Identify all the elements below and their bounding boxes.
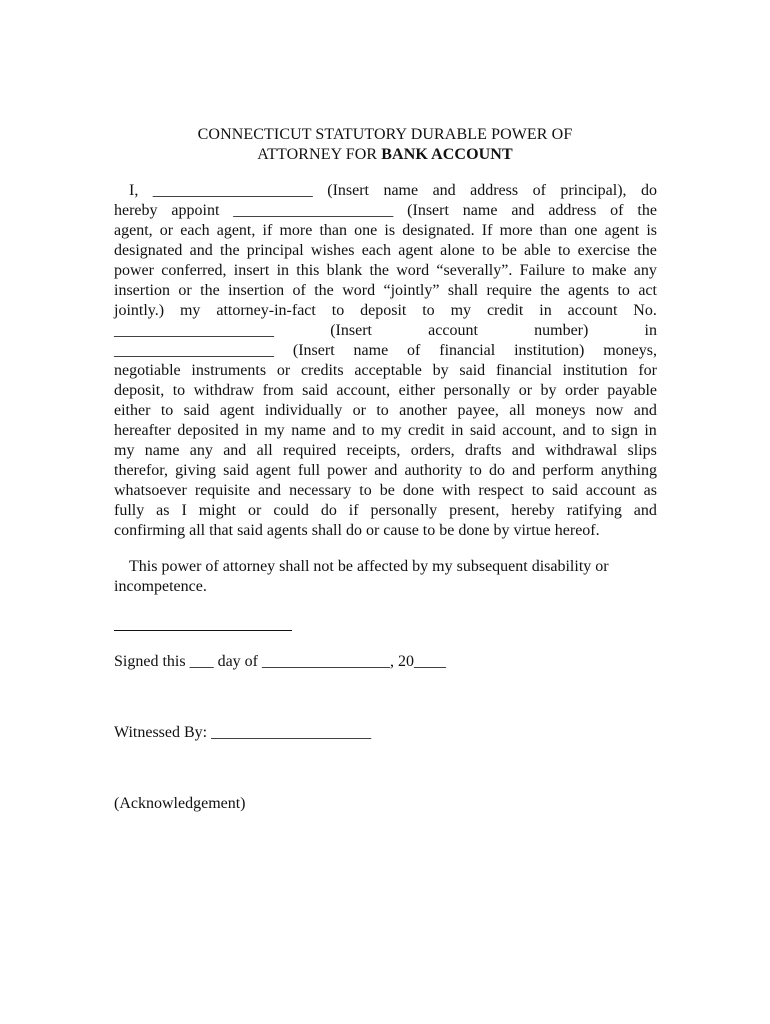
word: to (469, 462, 482, 479)
paragraph-1-word: (Insert (330, 322, 372, 339)
paragraph-1-word: and (511, 202, 535, 219)
paragraph-1-word (114, 401, 657, 421)
paragraph-1-word: credit (486, 302, 524, 319)
word: deposited (177, 422, 239, 439)
paragraph-1-line (114, 321, 657, 341)
word: I (181, 502, 187, 519)
word: this (296, 262, 320, 279)
word: designated (114, 242, 183, 259)
paragraph-2-line-2 (114, 577, 657, 597)
paragraph-1-word: in (539, 302, 552, 319)
word: act (638, 282, 657, 299)
word: drafts (465, 442, 502, 459)
word: said (469, 422, 496, 439)
word: said (183, 402, 210, 419)
word: “severally”. (436, 262, 513, 279)
word: slips (627, 442, 657, 459)
word: agent (256, 462, 291, 479)
word: account, (336, 382, 391, 399)
paragraph-1-word (114, 421, 657, 441)
word: and (562, 422, 586, 439)
paragraph-1-word (114, 361, 657, 381)
word: more (499, 222, 533, 239)
word: my (264, 422, 285, 439)
word: said (302, 382, 328, 399)
paragraph-1-word: ____________________ (152, 182, 313, 199)
word: conferred, (161, 262, 227, 279)
word: make (591, 262, 627, 279)
acknowledgement-label: (Acknowledgement) (114, 795, 246, 812)
word: more (279, 222, 313, 239)
paragraph-1-word (114, 241, 657, 261)
paragraph-1-word: ____________________ (114, 342, 274, 359)
paragraph-1-line (114, 261, 657, 281)
word: to (617, 282, 630, 299)
word: word (396, 262, 430, 279)
word: word (342, 282, 376, 299)
word: account, (502, 422, 556, 439)
word: power (114, 262, 154, 279)
word: one (574, 222, 598, 239)
paragraph-1-word: ____________________ (114, 322, 274, 339)
word: and (257, 482, 282, 499)
word: if (262, 222, 273, 239)
word: as (156, 502, 170, 519)
paragraph-1-word: the (637, 202, 657, 219)
word: for (638, 362, 657, 379)
paragraph-1-line (114, 341, 657, 361)
word: and (189, 242, 213, 259)
paragraph-1-word: account (567, 302, 618, 319)
word: require (486, 282, 532, 299)
word: and (374, 462, 398, 479)
paragraph-1-line (114, 501, 657, 521)
word: another (399, 402, 448, 419)
paragraph-1-word: I, (129, 182, 139, 199)
word: of (292, 282, 306, 299)
word: agent, (114, 222, 153, 239)
paragraph-1-line (114, 241, 657, 261)
paragraph-2-line-2-text: incompetence. (114, 578, 207, 595)
word: required (282, 442, 337, 459)
word: financial (495, 362, 552, 379)
word: giving (175, 462, 217, 479)
word: name (144, 442, 180, 459)
word: to (557, 242, 571, 259)
word: than (319, 222, 347, 239)
word: credit (408, 422, 445, 439)
paragraph-1-word: attorney-in-fact (216, 302, 316, 319)
word: any (633, 262, 657, 279)
word: blank (326, 262, 363, 279)
word: the (637, 242, 657, 259)
paragraph-1-word: ____________________ (233, 202, 394, 219)
signature-line (114, 629, 292, 631)
paragraph-1-word: my (179, 302, 201, 319)
paragraph-1-word: account (428, 322, 478, 339)
word: credits (300, 362, 344, 379)
word: each (180, 222, 210, 239)
word: and (633, 502, 657, 519)
paragraph-1-word: number) (534, 322, 589, 339)
word: the (200, 282, 220, 299)
paragraph-1-word: deposit (360, 302, 407, 319)
signed-date-line: Signed this ___ day of ________________, 20____ (114, 653, 446, 670)
word: to (359, 482, 372, 499)
word: receipts, (346, 442, 401, 459)
witnessed-by-line: Witnessed By: ____________________ (114, 724, 372, 741)
word: payable (607, 382, 657, 399)
paragraph-1-line (114, 401, 657, 421)
word: said (223, 462, 249, 479)
word: negotiable (114, 362, 181, 379)
word: name (291, 422, 326, 439)
paragraph-1-word: name (383, 182, 419, 199)
word: Failure (519, 262, 565, 279)
paragraph-1 (114, 181, 657, 541)
document-title (0, 125, 770, 165)
paragraph-1-line (114, 481, 657, 501)
paragraph-1-word: address (548, 202, 597, 219)
word: personally (370, 502, 438, 519)
word: “jointly” (383, 282, 440, 299)
word: by (540, 382, 557, 399)
word: agent (604, 222, 640, 239)
paragraph-1-word: to (331, 302, 345, 319)
word: be (379, 482, 395, 499)
word: my (381, 422, 402, 439)
word: instruments (191, 362, 267, 379)
paragraph-1-word: of (407, 342, 421, 359)
word: my (114, 442, 135, 459)
word: or (159, 222, 174, 239)
word: ratifying (566, 502, 622, 519)
paragraph-1-word: in (644, 322, 657, 339)
word: from (262, 382, 294, 399)
paragraph-1-line (114, 301, 657, 321)
paragraph-1-word: address (470, 182, 519, 199)
word: to (376, 402, 389, 419)
word: to (172, 382, 186, 399)
title-line-2-prefix: ATTORNEY FOR (257, 146, 378, 163)
word: requisite (194, 482, 250, 499)
paragraph-1-word: hereby (114, 202, 158, 219)
word: to (592, 422, 605, 439)
word: alone (440, 242, 475, 259)
word: shall (447, 282, 479, 299)
word: could (273, 502, 309, 519)
word: insertion (114, 282, 170, 299)
word: and (512, 462, 536, 479)
word: hereby (511, 502, 555, 519)
word: in (450, 422, 464, 439)
word: agents (568, 282, 610, 299)
word: anything (601, 462, 657, 479)
paragraph-1-line (114, 181, 657, 201)
paragraph-1-word: jointly.) (114, 302, 165, 319)
word: or (276, 362, 291, 379)
word: hereafter (114, 422, 171, 439)
word: necessary (289, 482, 352, 499)
word: or (518, 382, 533, 399)
paragraph-1-word (114, 221, 657, 241)
paragraph-1-word (114, 281, 657, 301)
word: full (297, 462, 321, 479)
paragraph-1-line (114, 201, 657, 221)
word: and (511, 442, 535, 459)
word: in (245, 422, 258, 439)
word: now (595, 402, 624, 419)
title-line-1: CONNECTICUT STATUTORY DURABLE POWER OF (197, 126, 573, 143)
word: might (198, 502, 237, 519)
word: by (432, 362, 449, 379)
word: either (398, 382, 436, 399)
word: all (256, 442, 273, 459)
word: the (314, 282, 334, 299)
word: account (585, 482, 636, 499)
word: than (539, 222, 568, 239)
word: in (644, 422, 657, 439)
word: individually (264, 402, 343, 419)
word: sign (611, 422, 638, 439)
paragraph-1-word (114, 261, 657, 281)
paragraph-1-word: institution) (514, 342, 585, 359)
word: designated. (402, 222, 475, 239)
word: and (223, 442, 247, 459)
word: respect (478, 482, 524, 499)
paragraph-1-line (114, 461, 657, 481)
paragraph-1-word (114, 461, 657, 481)
paragraph-1-word: moneys, (603, 342, 657, 359)
word: able (524, 242, 551, 259)
word: be (501, 242, 517, 259)
word: insert (233, 262, 270, 279)
word: institution (562, 362, 628, 379)
word: moneys (535, 402, 586, 419)
word: acceptable (354, 362, 422, 379)
word: exercise (577, 242, 631, 259)
paragraph-1-word: do (641, 182, 657, 199)
paragraph-1-word (114, 481, 657, 501)
word: do (320, 502, 337, 519)
word: whatsoever (114, 482, 187, 499)
word: to (160, 402, 174, 419)
paragraph-2 (114, 557, 657, 597)
paragraph-1-word: financial (439, 342, 496, 359)
paragraph-1-word: (Insert (327, 182, 369, 199)
word: the (369, 262, 389, 279)
word: one (354, 222, 378, 239)
word: principal (246, 242, 304, 259)
paragraph-2-line-1-text: This power of attorney shall not be affected by my subsequent disability or (129, 558, 609, 575)
paragraph-1-word: (Insert (407, 202, 449, 219)
word: to (362, 422, 375, 439)
word: said (459, 362, 486, 379)
word: present, (449, 502, 500, 519)
word: as (643, 482, 657, 499)
word: perform (542, 462, 594, 479)
word: and (332, 422, 356, 439)
word: with (441, 482, 471, 499)
word: agent (398, 242, 433, 259)
word: or (248, 502, 262, 519)
paragraph-1-word: of (532, 182, 546, 199)
paragraph-1-word: appoint (171, 202, 220, 219)
word: If (481, 222, 493, 239)
paragraph-1-line (114, 381, 657, 401)
word: and (633, 402, 657, 419)
paragraph-1-word: name (353, 342, 389, 359)
title-line-2-bold: BANK ACCOUNT (381, 146, 513, 163)
word: each (361, 242, 391, 259)
paragraph-1-line (114, 521, 657, 541)
title-line-2 (0, 145, 770, 165)
paragraph-1-word: (Insert (292, 342, 335, 359)
word: or (352, 402, 366, 419)
word: said (552, 482, 578, 499)
paragraph-1-word: confirming all that said agents shall do or cause to be done by virtue hereof. (114, 522, 600, 539)
word: wishes (310, 242, 355, 259)
word: therefor, (114, 462, 168, 479)
word: withdraw (193, 382, 255, 399)
paragraph-1-line (114, 281, 657, 301)
paragraph-1-line (114, 361, 657, 381)
word: is (646, 222, 657, 239)
word: fully (114, 502, 145, 519)
paragraph-1-word: to (422, 302, 435, 319)
word: to (531, 482, 545, 499)
word: in (276, 262, 290, 279)
paragraph-1-word: of (610, 202, 624, 219)
paragraph-1-word: name (462, 202, 498, 219)
word: agent, (216, 222, 256, 239)
word: deposit, (114, 382, 165, 399)
word: all (509, 402, 526, 419)
word: order (565, 382, 599, 399)
word: to (572, 262, 585, 279)
paragraph-1-word (114, 381, 657, 401)
word: payee, (457, 402, 499, 419)
paragraph-2-line-1 (114, 557, 657, 577)
paragraph-1-line (114, 441, 657, 461)
word: withdrawal (545, 442, 618, 459)
word: power (327, 462, 368, 479)
paragraph-1-word (114, 441, 657, 461)
word: the (540, 282, 560, 299)
word: insertion (228, 282, 285, 299)
word: is (384, 222, 396, 239)
word: orders, (410, 442, 455, 459)
word: or (178, 282, 192, 299)
paragraph-1-word (114, 501, 657, 521)
word: any (189, 442, 213, 459)
paragraph-1-word: No. (633, 302, 657, 319)
word: agent (219, 402, 255, 419)
word: if (348, 502, 359, 519)
word: done (402, 482, 434, 499)
word: authority (404, 462, 463, 479)
paragraph-1-line (114, 221, 657, 241)
paragraph-1-word: principal), (560, 182, 627, 199)
word: the (220, 242, 240, 259)
word: either (114, 402, 151, 419)
word: do (488, 462, 505, 479)
word: to (482, 242, 495, 259)
paragraph-1-word: my (450, 302, 472, 319)
word: personally (443, 382, 511, 399)
paragraph-1-line (114, 421, 657, 441)
paragraph-1-word: and (432, 182, 456, 199)
